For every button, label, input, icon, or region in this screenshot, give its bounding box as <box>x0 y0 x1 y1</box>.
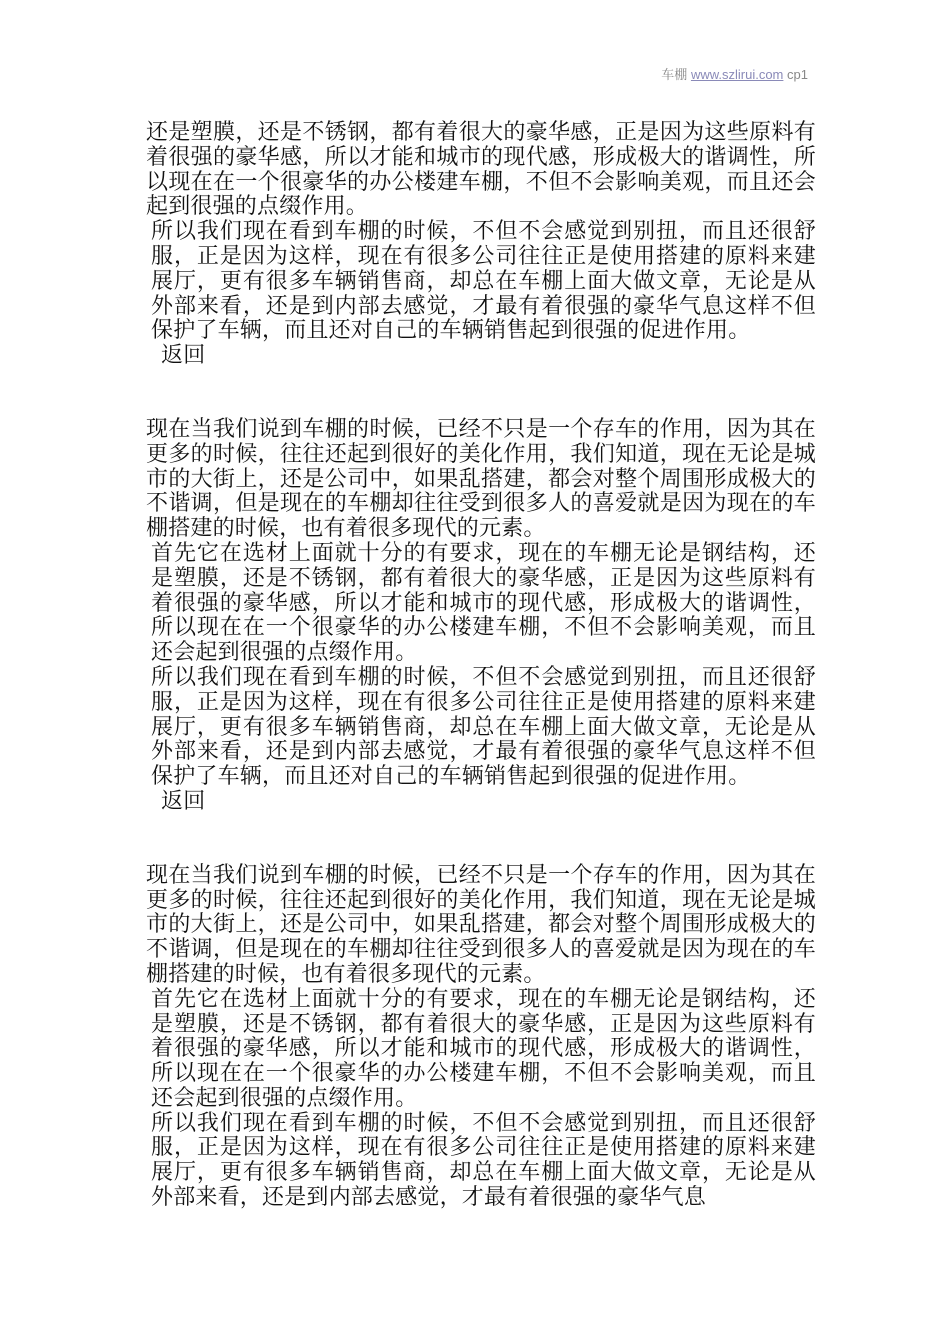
header-site-name: 车棚 <box>661 67 688 82</box>
paragraph: 所以我们现在看到车棚的时候，不但不会感觉到别扭，而且还很舒服，正是因为这样，现在有很多公司往往正是使用搭建的原料来建展厅，更有很多车辆销售商，却总在车棚上面大做文章，无论是从外部来看，还是到内部去感觉，才最有着很强的豪华气息这样不但保护了车辆，而且还对自己的车辆销售起到很强的促进作用。 <box>151 219 816 344</box>
document-body <box>146 121 816 1211</box>
paragraph: 所以我们现在看到车棚的时候，不但不会感觉到别扭，而且还很舒服，正是因为这样，现在有很多公司往往正是使用搭建的原料来建展厅，更有很多车辆销售商，却总在车棚上面大做文章，无论是从外部来看，还是到内部去感觉，才最有着很强的豪华气息这样不但保护了车辆，而且还对自己的车辆销售起到很强的促进作用。 <box>151 664 816 790</box>
header-site-link[interactable]: www.szlirui.com <box>690 67 784 82</box>
paragraph-spacer <box>146 369 816 418</box>
paragraph-spacer <box>146 815 816 864</box>
paragraph: 现在当我们说到车棚的时候，已经不只是一个存车的作用，因为其在更多的时候，往往还起到很好的美化作用，我们知道，现在无论是城市的大街上，还是公司中，如果乱搭建，都会对整个周围形成极大的不谐调，但是现在的车棚却往往受到很多人的喜爱就是因为现在的车棚搭建的时候，也有着很多现代的元素。 <box>146 862 816 987</box>
page-header <box>661 64 808 83</box>
paragraph: 所以我们现在看到车棚的时候，不但不会感觉到别扭，而且还很舒服，正是因为这样，现在有很多公司往往正是使用搭建的原料来建展厅，更有很多车辆销售商，却总在车棚上面大做文章，无论是从外部来看，还是到内部去感觉，才最有着很强的豪华气息 <box>151 1110 816 1211</box>
paragraph: 还是塑膜，还是不锈钢，都有着很大的豪华感，正是因为这些原料有着很强的豪华感，所以才能和城市的现代感，形成极大的谐调性，所以现在在一个很豪华的办公楼建车棚，不但不会影响美观，而且还会起到很强的点缀作用。 <box>146 120 816 220</box>
header-page-code: cp1 <box>787 67 808 82</box>
back-link[interactable]: 返回 <box>161 343 206 369</box>
paragraph: 首先它在选材上面就十分的有要求，现在的车棚无论是钢结构，还是塑膜，还是不锈钢，都有着很大的豪华感，正是因为这些原料有着很强的豪华感，所以才能和城市的现代感，形成极大的谐调性，所以现在在一个很豪华的办公楼建车棚，不但不会影响美观，而且还会起到很强的点缀作用。 <box>151 986 816 1111</box>
paragraph: 首先它在选材上面就十分的有要求，现在的车棚无论是钢结构，还是塑膜，还是不锈钢，都有着很大的豪华感，正是因为这些原料有着很强的豪华感，所以才能和城市的现代感，形成极大的谐调性，所以现在在一个很豪华的办公楼建车棚，不但不会影响美观，而且还会起到很强的点缀作用。 <box>151 540 816 666</box>
paragraph: 现在当我们说到车棚的时候，已经不只是一个存车的作用，因为其在更多的时候，往往还起到很好的美化作用，我们知道，现在无论是城市的大街上，还是公司中，如果乱搭建，都会对整个周围形成极大的不谐调，但是现在的车棚却往往受到很多人的喜爱就是因为现在的车棚搭建的时候，也有着很多现代的元素。 <box>146 416 816 542</box>
back-link[interactable]: 返回 <box>161 788 206 814</box>
